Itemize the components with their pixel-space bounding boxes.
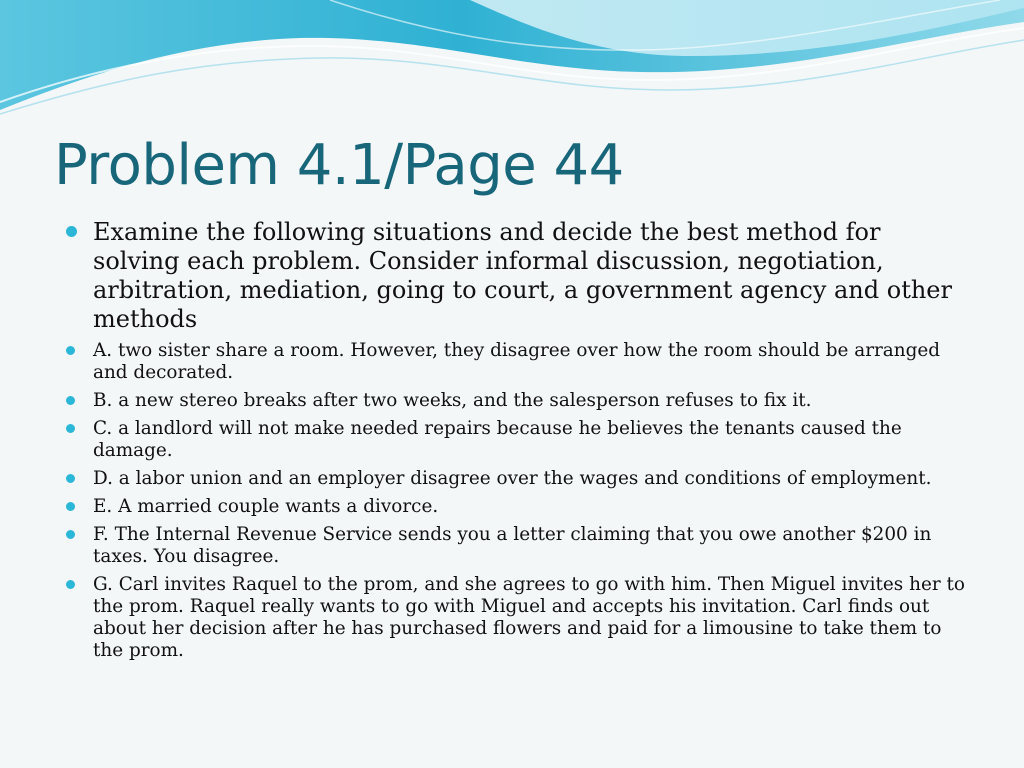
situation-text: C. a landlord will not make needed repairs because he believes the tenants caused the damage. <box>93 418 902 461</box>
slide-title: Problem 4.1/Page 44 <box>54 133 624 198</box>
situation-text: D. a labor union and an employer disagree over the wages and conditions of employment. <box>93 468 932 489</box>
decorative-wave-header <box>0 0 1024 130</box>
situation-item <box>64 468 968 490</box>
intro-text: Examine the following situations and decide the best method for solving each problem. Consider informal discussion, negotiation, arbitration, mediation, going to court, a government agency and other methods <box>93 218 952 333</box>
situation-item <box>64 390 968 412</box>
situation-text: B. a new stereo breaks after two weeks, and the salesperson refuses to fix it. <box>93 390 812 411</box>
bullet-dot-icon <box>66 502 75 511</box>
bullet-dot-icon <box>66 396 75 405</box>
situation-text: E. A married couple wants a divorce. <box>93 496 439 517</box>
bullet-list <box>64 218 968 668</box>
bullet-dot-icon <box>66 474 75 483</box>
bullet-dot-icon <box>66 530 75 539</box>
situation-item <box>64 340 968 384</box>
situation-item <box>64 524 968 568</box>
situation-item <box>64 574 968 662</box>
bullet-dot-icon <box>66 424 75 433</box>
situation-item <box>64 418 968 462</box>
bullet-dot-icon <box>66 226 77 237</box>
situation-item <box>64 496 968 518</box>
situation-text: A. two sister share a room. However, they disagree over how the room should be arranged and decorated. <box>93 340 941 383</box>
situation-text: F. The Internal Revenue Service sends you a letter claiming that you owe another $200 in taxes. You disagree. <box>93 524 932 567</box>
bullet-dot-icon <box>66 580 75 589</box>
situation-text: G. Carl invites Raquel to the prom, and she agrees to go with him. Then Miguel invites her to the prom. Raquel really wants to go with Miguel and accepts his invitation. Carl finds out about her decision after he has purchased flowers and paid for a limousine to take them to the prom. <box>93 574 965 661</box>
bullet-dot-icon <box>66 346 75 355</box>
intro-bullet <box>64 218 968 334</box>
